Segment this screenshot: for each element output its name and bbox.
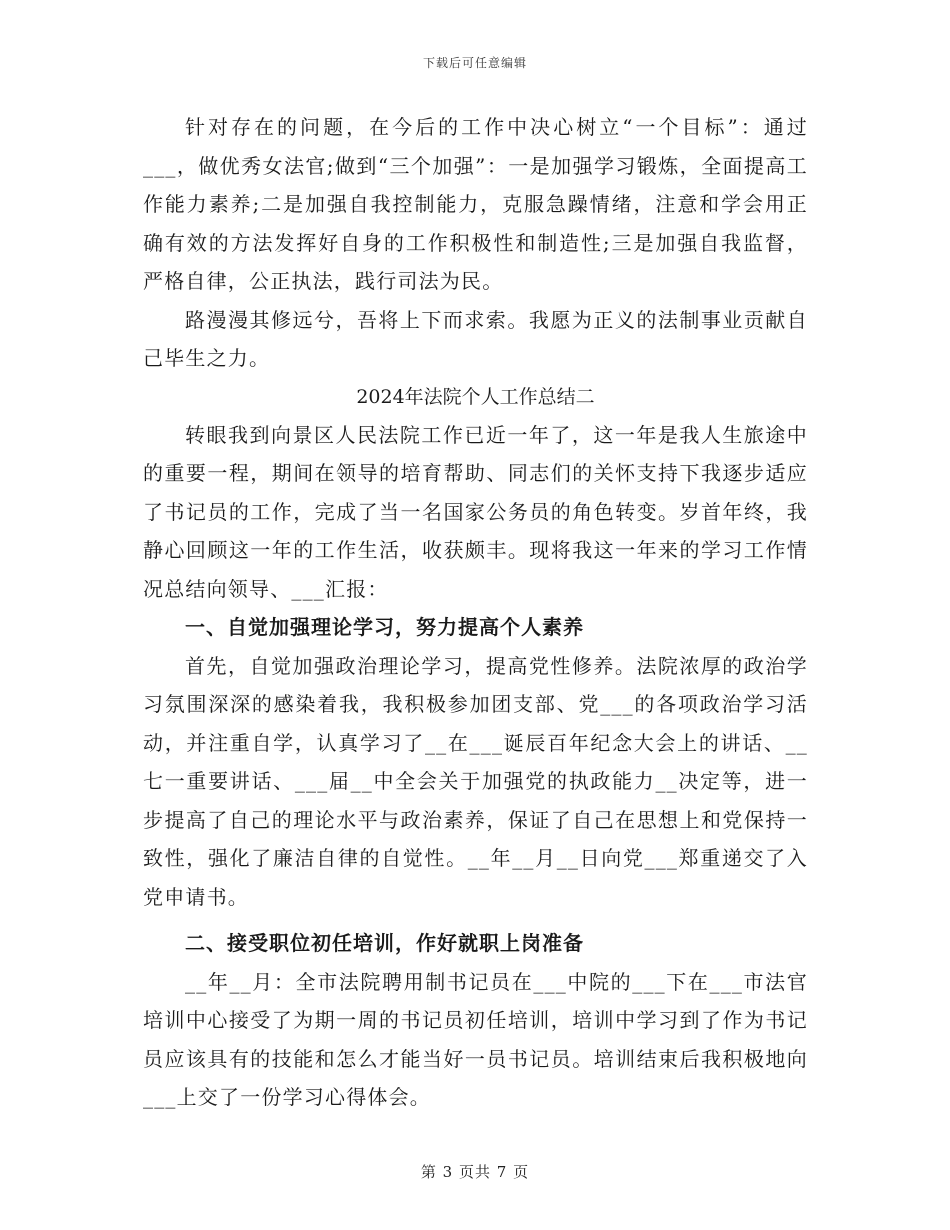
section-title: 2024年法院个人工作总结二 bbox=[356, 385, 595, 408]
document-body bbox=[143, 108, 808, 1117]
page-header-note: 下载后可任意编辑 bbox=[422, 56, 527, 70]
paragraph-theory-study: 首先，自觉加强政治理论学习，提高党性修养。法院浓厚的政治学习氛围深深的感染着我，我积极参加团支部、党___的各项政治学习活动，并注重自学，认真学习了__在___诞辰百年纪念大会上的讲话、__七一重要讲话、___届__中全会关于加强党的执政能力__决定等，进一步提高了自己的理论水平与政治素养，保证了自己在思想上和党保持一致性，强化了廉洁自律的自觉性。__年__月__日向党___郑重递交了入党申请书。 bbox=[143, 653, 808, 909]
paragraph-training: __年__月：全市法院聘用制书记员在___中院的___下在___市法官培训中心接受了为期一周的书记员初任培训，培训中学习到了作为书记员应该具有的技能和怎么才能当好一员书记员。培训结束后我积极地向___上交了一份学习心得体会。 bbox=[143, 969, 808, 1109]
heading-theory-study: 一、自觉加强理论学习，努力提高个人素养 bbox=[185, 615, 584, 639]
heading-training: 二、接受职位初任培训，作好就职上岗准备 bbox=[185, 931, 584, 955]
paragraph-intro: 转眼我到向景区人民法院工作已近一年了，这一年是我人生旅途中的重要一程，期间在领导的培育帮助、同志们的关怀支持下我逐步适应了书记员的工作，完成了当一名国家公务员的角色转变。岁首年终，我静心回顾这一年的工作生活，收获颇丰。现将我这一年来的学习工作情况总结向领导、___汇报： bbox=[143, 422, 808, 601]
paragraph-goals: 针对存在的问题，在今后的工作中决心树立“一个目标”：通过___，做优秀女法官;做到“三个加强”：一是加强学习锻炼，全面提高工作能力素养;二是加强自我控制能力，克服急躁情绪，注意和学会用正确有效的方法发挥好自身的工作积极性和制造性;三是加强自我监督，严格自律，公正执法，践行司法为民。 bbox=[143, 115, 808, 293]
page-number: 第 3 页共 7 页 bbox=[420, 1163, 530, 1181]
paragraph-closing: 路漫漫其修远兮，吾将上下而求索。我愿为正义的法制事业贡献自己毕生之力。 bbox=[143, 307, 808, 370]
